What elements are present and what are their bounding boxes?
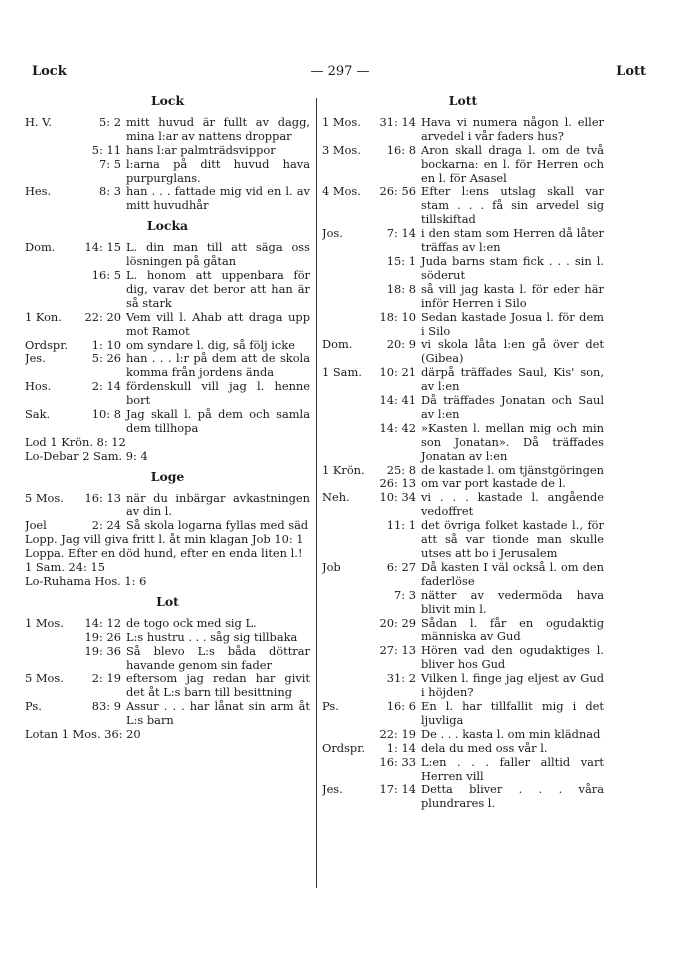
concordance-entry <box>25 380 310 408</box>
book-name: 1 Krön. <box>322 463 365 477</box>
verse-reference: 17: 14 <box>379 782 416 797</box>
book-name: Neh. <box>322 491 350 505</box>
quotation-text: De . . . kasta l. om min klädnad <box>421 726 601 741</box>
quotation-text: Vem vill l. Ahab att draga upp mot Ramot <box>126 309 310 338</box>
concordance-entry <box>322 519 604 561</box>
cross-reference: Lod 1 Krön. 8: 12 <box>25 434 126 449</box>
section-heading: Locka <box>146 218 189 234</box>
verse-reference: 1: 14 <box>386 740 416 755</box>
concordance-entry <box>322 700 604 728</box>
right-column <box>322 92 604 811</box>
book-name: 5 Mos. <box>25 672 64 686</box>
concordance-entry <box>322 783 604 811</box>
verse-reference: 14: 41 <box>379 393 416 408</box>
verse-reference: 20: 29 <box>379 615 416 630</box>
section-heading: Lock <box>150 93 185 108</box>
concordance-entry <box>25 645 310 673</box>
concordance-entry <box>322 742 604 756</box>
book-name: Ordspr. <box>25 338 69 352</box>
concordance-entry <box>322 311 604 339</box>
quotation-text: Vilken l. finge jag eljest av Gud i höjden? <box>421 671 604 700</box>
quotation-text: eftersom jag redan har givit det åt L:s barn till besittning <box>126 671 310 700</box>
concordance-entry <box>322 338 604 366</box>
verse-reference: 2: 14 <box>91 379 121 394</box>
concordance-entry <box>25 408 310 436</box>
section-heading: Lot <box>156 593 179 609</box>
verse-reference: 6: 27 <box>386 559 416 574</box>
verse-reference: 16: 5 <box>91 267 121 282</box>
left-column <box>25 92 310 742</box>
quotation-text: Hören vad den ogudaktiges l. bliver hos Gud <box>421 643 604 672</box>
concordance-entry <box>322 491 604 519</box>
concordance-entry <box>25 631 310 645</box>
book-name: Dom. <box>322 338 353 352</box>
quotation-text: vi . . . kastade l. angående vedoffret <box>421 490 604 519</box>
concordance-entry <box>322 477 604 491</box>
concordance-entry <box>322 644 604 672</box>
concordance-entry <box>322 728 604 742</box>
concordance-entry <box>322 255 604 283</box>
quotation-text: om var port kastade de l. <box>421 476 566 491</box>
concordance-entry <box>322 283 604 311</box>
quotation-text: »Kasten l. mellan mig och min son Jonatan». Då träffades Jonatan av l:en <box>421 420 604 463</box>
cross-reference: Lopp. Jag vill giva fritt l. åt min klagan Job 10: 1 <box>25 532 304 547</box>
quotation-text: om syndare l. dig, så följ icke <box>126 337 295 352</box>
verse-reference: 18: 10 <box>379 309 416 324</box>
verse-reference: 20: 9 <box>386 337 416 352</box>
concordance-entry <box>322 672 604 700</box>
verse-reference: 19: 36 <box>84 643 121 658</box>
verse-reference: 7: 3 <box>394 587 416 602</box>
quotation-text: så vill jag kasta l. för eder här inför Herren i Silo <box>421 281 604 310</box>
verse-reference: 22: 20 <box>84 309 121 324</box>
verse-reference: 5: 2 <box>99 114 121 129</box>
concordance-entry <box>25 158 310 186</box>
verse-reference: 26: 13 <box>379 476 416 491</box>
concordance-entry <box>322 464 604 478</box>
verse-reference: 8: 3 <box>99 184 121 199</box>
verse-reference: 10: 8 <box>91 407 121 422</box>
concordance-entry <box>322 227 604 255</box>
concordance-entry <box>25 352 310 380</box>
concordance-entry <box>25 519 310 533</box>
verse-reference: 83: 9 <box>91 699 121 714</box>
concordance-entry <box>25 241 310 269</box>
verse-reference: 27: 13 <box>379 643 416 658</box>
quotation-text: han . . . fattade mig vid en l. av mitt huvudhår <box>126 184 310 213</box>
quotation-text: mitt huvud är fullt av dagg, mina l:ar av nattens droppar <box>126 114 310 143</box>
quotation-text: l:arna på ditt huvud hava purpurglans. <box>126 156 310 185</box>
quotation-text: därpå träffades Saul, Kis' son, av l:en <box>421 365 604 394</box>
cross-reference: Loppa. Efter en död hund, efter en enda liten l.! 1 Sam. 24: 15 <box>25 546 303 575</box>
quotation-text: Detta bliver . . . våra plundrares l. <box>421 782 604 811</box>
cross-reference: Lotan 1 Mos. 36: 20 <box>25 727 141 742</box>
concordance-entry <box>322 144 604 186</box>
verse-reference: 25: 8 <box>386 462 416 477</box>
verse-reference: 2: 19 <box>91 671 121 686</box>
concordance-entry <box>25 700 310 728</box>
quotation-text: L:s hustru . . . såg sig tillbaka <box>126 629 298 644</box>
header-right-keyword: Lott <box>616 64 646 79</box>
verse-reference: 14: 12 <box>84 615 121 630</box>
section-heading: Loge <box>150 468 185 484</box>
book-name: Ordspr. <box>322 741 366 755</box>
verse-reference: 7: 14 <box>386 226 416 241</box>
concordance-entry <box>322 617 604 645</box>
verse-reference: 10: 34 <box>379 490 416 505</box>
book-name: H. V. <box>25 115 53 129</box>
verse-reference: 16: 33 <box>379 754 416 769</box>
concordance-entry <box>322 756 604 784</box>
concordance-entry <box>25 339 310 353</box>
book-name: 4 Mos. <box>322 185 361 199</box>
quotation-text: En l. har tillfallit mig i det ljuvliga <box>421 698 604 727</box>
cross-reference: Lo-Debar 2 Sam. 9: 4 <box>25 448 148 463</box>
verse-reference: 26: 56 <box>379 184 416 199</box>
verse-reference: 16: 13 <box>84 490 121 505</box>
verse-reference: 5: 11 <box>91 142 121 157</box>
book-name: 1 Mos. <box>25 616 64 630</box>
quotation-text: L:en . . . faller alltid vart Herren vill <box>421 754 604 783</box>
quotation-text: dela du med oss vår l. <box>421 740 548 755</box>
quotation-text: vi skola låta l:en gå över det (Gibea) <box>421 337 604 366</box>
concordance-entry <box>322 394 604 422</box>
verse-reference: 31: 14 <box>379 114 416 129</box>
concordance-entry <box>25 617 310 631</box>
quotation-text: när du inbärgar avkastningen av din l. <box>126 490 310 519</box>
section-heading: Lott <box>448 93 478 108</box>
book-name: Hos. <box>25 380 52 394</box>
quotation-text: L. din man till att säga oss lösningen på gåtan <box>126 240 310 269</box>
quotation-text: han . . . l:r på dem att de skola komma från jordens ända <box>126 351 310 380</box>
book-name: Jes. <box>25 352 46 366</box>
quotation-text: Aron skall draga l. om de två bockarna: en l. för Herren och en l. för Asasel <box>421 142 604 185</box>
book-name: Ps. <box>25 700 42 714</box>
quotation-text: Så blevo L:s båda döttrar havande genom sin fader <box>126 643 310 672</box>
quotation-text: de kastade l. om tjänstgöringen <box>421 462 604 477</box>
verse-reference: 7: 5 <box>99 156 121 171</box>
verse-reference: 11: 1 <box>386 518 416 533</box>
quotation-text: Hava vi numera någon l. eller arvedel i vår faders hus? <box>421 114 604 143</box>
concordance-entry <box>322 185 604 227</box>
concordance-entry <box>25 311 310 339</box>
quotation-text: hans l:ar palmträdsvippor <box>126 142 276 157</box>
quotation-text: Då kasten I väl också l. om den faderlöse <box>421 559 604 588</box>
cross-reference: Lo-Ruhama Hos. 1: 6 <box>25 574 147 588</box>
quotation-text: Efter l:ens utslag skall var stam . . . få sin arvedel sig tillskiftad <box>421 184 604 227</box>
concordance-entry <box>25 492 310 520</box>
book-name: 1 Kon. <box>25 310 62 324</box>
concordance-entry <box>322 589 604 617</box>
quotation-text: det övriga folket kastade l., för att så var tionde man skulle utses att bo i Jerusalem <box>421 518 604 560</box>
concordance-entry <box>25 269 310 311</box>
verse-reference: 14: 42 <box>379 420 416 435</box>
book-name: 3 Mos. <box>322 143 361 157</box>
quotation-text: i den stam som Herren då låter träffas av l:en <box>421 226 604 255</box>
verse-reference: 31: 2 <box>386 671 416 686</box>
quotation-text: nätter av vedermöda hava blivit min l. <box>421 587 604 616</box>
verse-reference: 18: 8 <box>386 281 416 296</box>
quotation-text: Assur . . . har lånat sin arm åt L:s barn <box>126 699 310 728</box>
book-name: Joel <box>25 519 47 533</box>
book-name: 1 Sam. <box>322 366 362 380</box>
concordance-entry <box>25 185 310 213</box>
quotation-text: Då träffades Jonatan och Saul av l:en <box>421 393 604 421</box>
concordance-entry <box>322 422 604 464</box>
concordance-entry <box>322 116 604 144</box>
book-name: Jes. <box>322 783 343 797</box>
book-name: 1 Mos. <box>322 115 361 129</box>
quotation-text: Sådan l. får en ogudaktig människa av Gud <box>421 615 604 644</box>
concordance-entry <box>322 366 604 394</box>
concordance-entry <box>25 116 310 144</box>
quotation-text: Så skola logarna fyllas med säd <box>126 518 309 533</box>
verse-reference: 14: 15 <box>84 240 121 255</box>
verse-reference: 5: 26 <box>91 351 121 366</box>
verse-reference: 16: 8 <box>386 142 416 157</box>
verse-reference: 19: 26 <box>84 629 121 644</box>
concordance-entry <box>25 672 310 700</box>
quotation-text: Sedan kastade Josua l. för dem i Silo <box>421 309 604 338</box>
concordance-entry <box>25 144 310 158</box>
book-name: Jos. <box>322 227 343 241</box>
quotation-text: L. honom att uppenbara för dig, varav det beror att han är så stark <box>126 267 310 310</box>
quotation-text: Juda barns stam fick . . . sin l. söderut <box>421 253 604 282</box>
book-name: Hes. <box>25 185 52 199</box>
verse-reference: 10: 21 <box>379 365 416 380</box>
book-name: 5 Mos. <box>25 491 64 505</box>
quotation-text: de togo ock med sig L. <box>126 615 257 630</box>
header-left-keyword: Lock <box>32 64 67 79</box>
book-name: Dom. <box>25 241 56 255</box>
verse-reference: 15: 1 <box>386 253 416 268</box>
verse-reference: 16: 6 <box>386 698 416 713</box>
book-name: Sak. <box>25 408 51 422</box>
verse-reference: 22: 19 <box>379 726 416 741</box>
page-number: — 297 — <box>310 64 370 79</box>
concordance-entry <box>322 561 604 589</box>
book-name: Ps. <box>322 699 339 713</box>
column-divider <box>316 98 317 888</box>
quotation-text: Jag skall l. på dem och samla dem tillhopa <box>126 407 310 435</box>
verse-reference: 1: 10 <box>91 337 121 352</box>
verse-reference: 2: 24 <box>91 518 121 533</box>
quotation-text: fördenskull vill jag l. henne bort <box>126 379 310 408</box>
book-name: Job <box>322 560 341 574</box>
